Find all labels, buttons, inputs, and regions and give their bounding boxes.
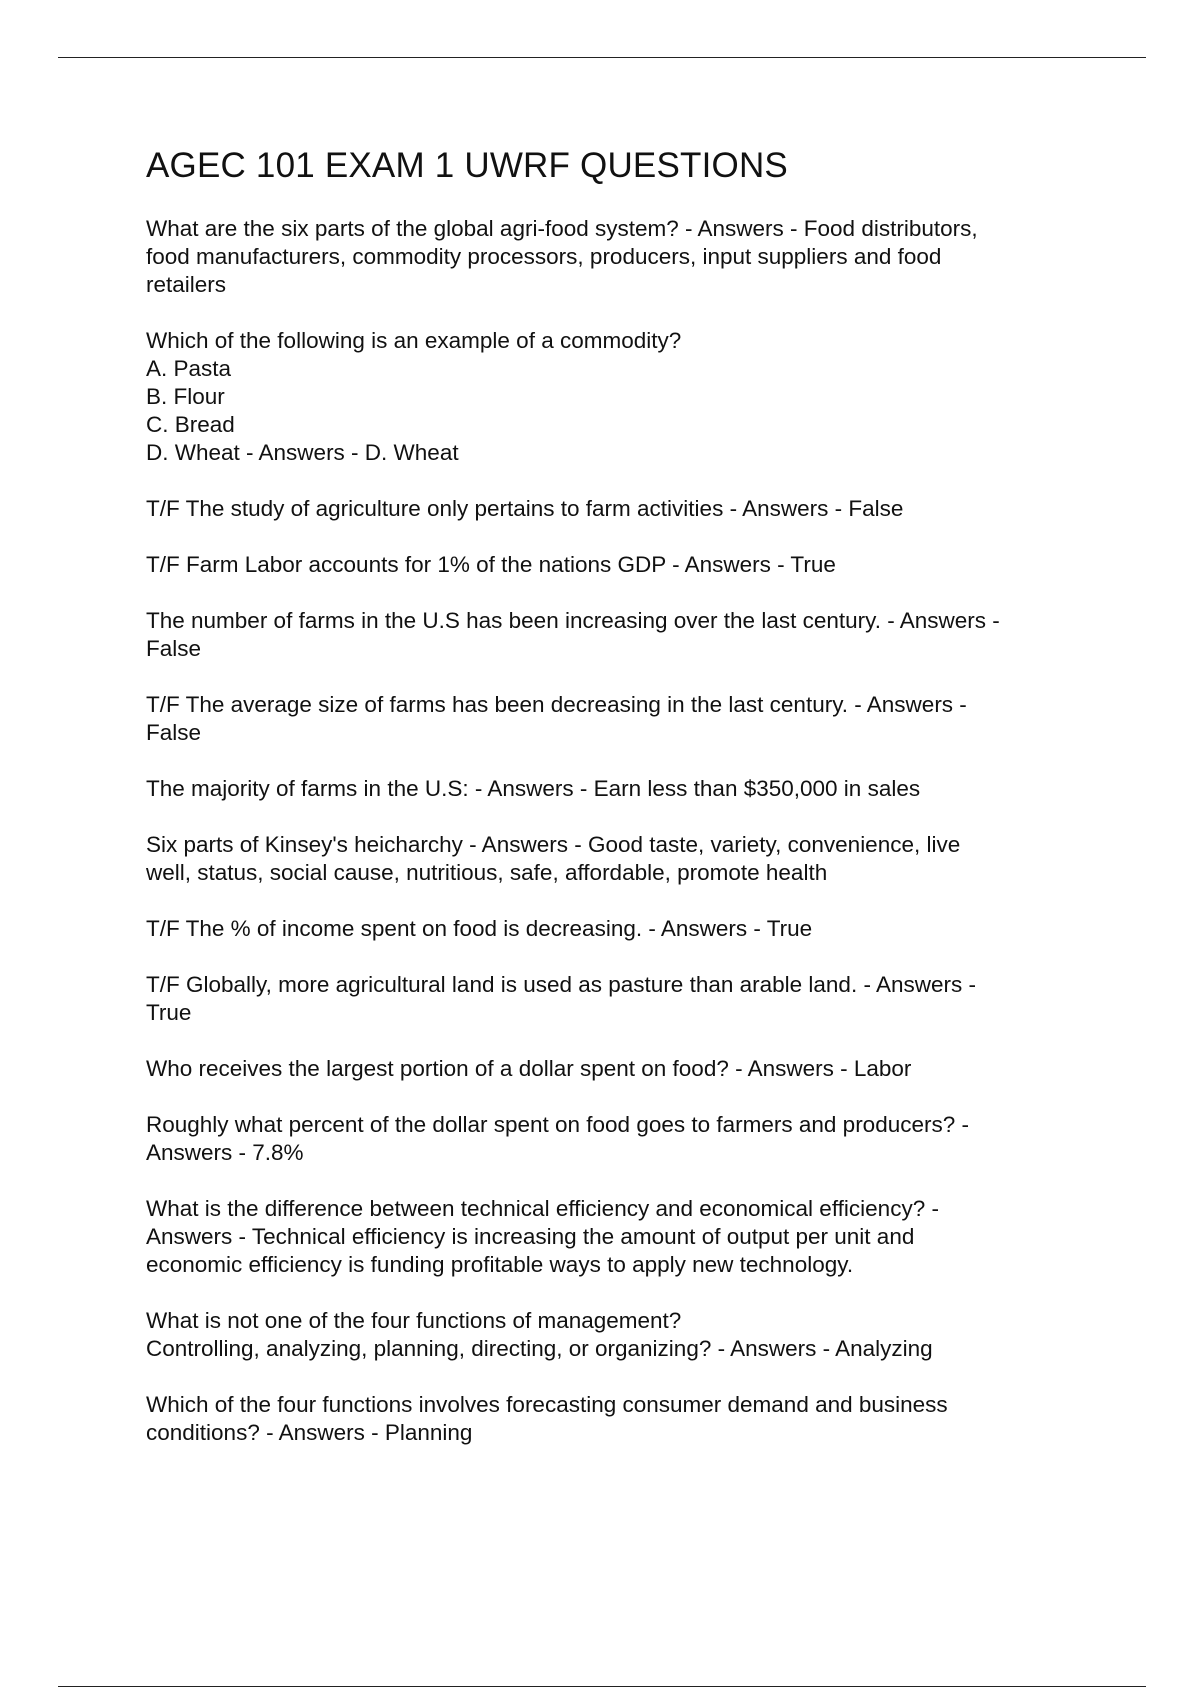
bottom-rule <box>58 1686 1146 1687</box>
qa-item-7: The majority of farms in the U.S: - Answers - Earn less than $350,000 in sales <box>146 776 921 801</box>
qa-item-13: What is the difference between technical efficiency and economical efficiency? - Answers - Technical efficiency is increasing the amount of output per unit and economic efficiency is funding profitable ways to apply new technology. <box>146 1196 939 1277</box>
document-title: AGEC 101 EXAM 1 UWRF QUESTIONS <box>146 146 788 185</box>
qa-item-12: Roughly what percent of the dollar spent on food goes to farmers and producers? - Answers - 7.8% <box>146 1112 969 1165</box>
qa-item-3: T/F The study of agriculture only pertains to farm activities - Answers - False <box>146 496 904 521</box>
qa-item-8: Six parts of Kinsey's heicharchy - Answers - Good taste, variety, convenience, live well, status, social cause, nutritious, safe, affordable, promote health <box>146 832 961 885</box>
document-body <box>146 146 1106 1475</box>
qa-item-11: Who receives the largest portion of a dollar spent on food? - Answers - Labor <box>146 1056 912 1081</box>
qa-item-2: Which of the following is an example of a commodity? A. Pasta B. Flour C. Bread D. Wheat - Answers - D. Wheat <box>146 328 682 465</box>
qa-item-10: T/F Globally, more agricultural land is used as pasture than arable land. - Answers - True <box>146 972 976 1025</box>
qa-item-6: T/F The average size of farms has been decreasing in the last century. - Answers - False <box>146 692 967 745</box>
qa-item-15: Which of the four functions involves forecasting consumer demand and business conditions? - Answers - Planning <box>146 1392 948 1445</box>
qa-item-9: T/F The % of income spent on food is decreasing. - Answers - True <box>146 916 813 941</box>
qa-item-1: What are the six parts of the global agri-food system? - Answers - Food distributors, food manufacturers, commodity processors, producers, input suppliers and food retailers <box>146 216 978 297</box>
top-rule <box>58 57 1146 58</box>
qa-item-5: The number of farms in the U.S has been increasing over the last century. - Answers - False <box>146 608 1000 661</box>
qa-item-4: T/F Farm Labor accounts for 1% of the nations GDP - Answers - True <box>146 552 836 577</box>
qa-item-14: What is not one of the four functions of management? Controlling, analyzing, planning, directing, or organizing? - Answers - Analyzing <box>146 1308 933 1361</box>
